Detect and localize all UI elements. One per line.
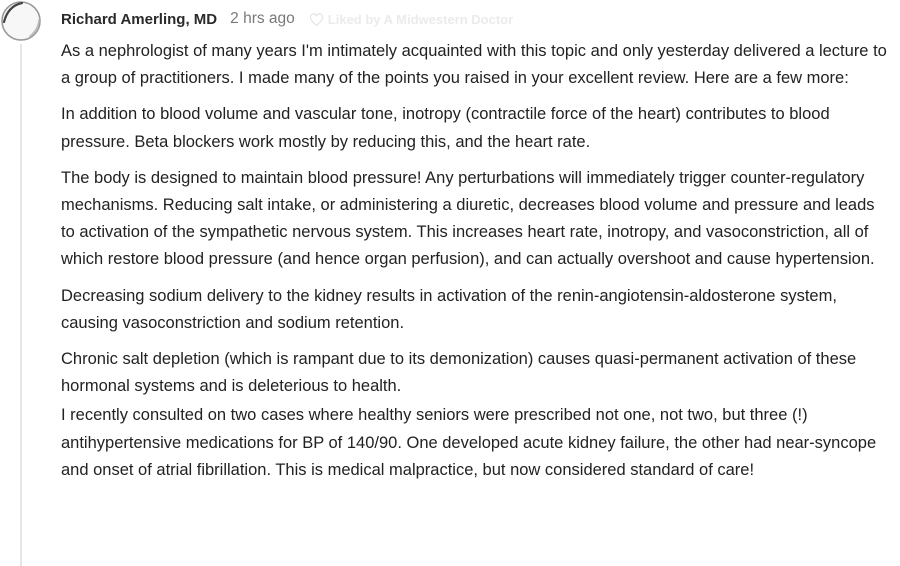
comment-paragraph: In addition to blood volume and vascular tone, inotropy (contractile force of the heart) contributes to blood pressure. Beta blockers work mostly by reducing this, and the heart rate. xyxy=(61,105,830,151)
comment-paragraph: The body is designed to maintain blood pressure! Any perturbations will immediately trigger counter-regulatory mechanisms. Reducing salt intake, or administering a diuretic, decreases blood volume and pressure and leads to activation of the sympathetic nervous system. This increases heart rate, inotropy, and vasoconstriction, all of which restore blood pressure (and hence organ perfusion), and can actually overshoot and cause hypertension. xyxy=(61,168,875,269)
comment-paragraph: Chronic salt depletion (which is rampant due to its demonization) causes quasi-permanent activation of these hormonal systems and is deleterious to health. xyxy=(61,350,857,396)
comment-header xyxy=(61,0,891,38)
liked-by-badge xyxy=(309,12,513,27)
avatar[interactable] xyxy=(0,0,42,42)
comment-paragraph: As a nephrologist of many years I'm intimately acquainted with this topic and only yesterday delivered a lecture to a group of practitioners. I made many of the points you raised in your excellent review. Here are a few more: xyxy=(61,42,887,88)
comment xyxy=(61,0,891,484)
heart-icon xyxy=(309,12,324,27)
avatar-icon xyxy=(0,0,42,42)
comment-time[interactable]: 2 hrs ago xyxy=(230,10,295,27)
comment-paragraph: I recently consulted on two cases where healthy seniors were prescribed not one, not two, but three (!) antihypertensive medications for BP of 140/90. One developed acute kidney failure, the other had near-syncope and onset of atrial fibrillation. This is medical malpractice, but now considered standard of care! xyxy=(61,406,877,479)
comment-author[interactable]: Richard Amerling, MD xyxy=(61,10,218,28)
comment-paragraph: Decreasing sodium delivery to the kidney results in activation of the renin-angiotensin-aldosterone system, causing vasoconstriction and sodium retention. xyxy=(61,286,837,332)
thread-line xyxy=(20,44,22,566)
liked-by-text: Liked by A Midwestern Doctor xyxy=(327,11,514,27)
